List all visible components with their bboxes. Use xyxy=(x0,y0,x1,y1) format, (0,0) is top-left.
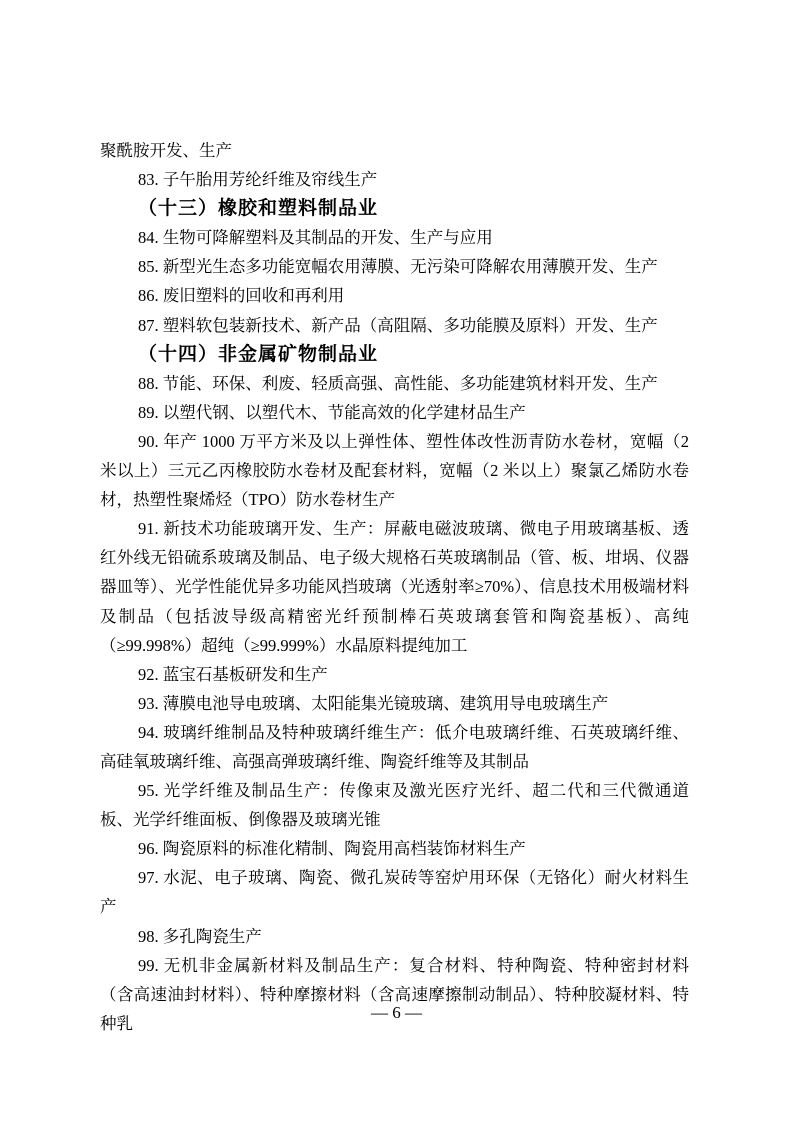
continuation-paragraph: 聚酰胺开发、生产 xyxy=(100,141,232,160)
list-item: 92. 蓝宝石基板研发和生产 xyxy=(138,664,328,684)
document-body xyxy=(100,136,689,1038)
list-item: 88. 节能、环保、利废、轻质高强、高性能、多功能建筑材料开发、生产 xyxy=(138,373,658,393)
list-item: 89. 以塑代钢、以塑代木、节能高效的化学建材品生产 xyxy=(138,402,526,422)
list-item: 84. 生物可降解塑料及其制品的开发、生产与应用 xyxy=(138,228,493,248)
list-item: 85. 新型光生态多功能宽幅农用薄膜、无污染可降解农用薄膜开发、生产 xyxy=(138,257,658,277)
list-item: 93. 薄膜电池导电玻璃、太阳能集光镜玻璃、建筑用导电玻璃生产 xyxy=(138,693,609,713)
list-item: 90. 年产 1000 万平方米及以上弹性体、塑性体改性沥青防水卷材，宽幅（2 米以上）三元乙丙橡胶防水卷材及配套材料，宽幅（2 米以上）聚氯乙烯防水卷材，热塑性聚烯烃（TPO）防水卷材生产 xyxy=(100,431,689,510)
list-item: 97. 水泥、电子玻璃、陶瓷、微孔炭砖等窑炉用环保（无铬化）耐火材料生产 xyxy=(100,868,689,917)
list-item: 94. 玻璃纤维制品及特种玻璃纤维生产：低介电玻璃纤维、石英玻璃纤维、高硅氧玻璃纤维、高强高弹玻璃纤维、陶瓷纤维等及其制品 xyxy=(100,722,689,771)
page-footer xyxy=(0,999,793,1027)
list-item: 99. 无机非金属新材料及制品生产：复合材料、特种陶瓷、特种密封材料（含高速油封材料）、特种摩擦材料（含高速摩擦制动制品）、特种胶凝材料、特种乳 xyxy=(100,955,689,1033)
section-heading: （十四）非金属矿物制品业 xyxy=(138,343,379,365)
page-number: — 6 — xyxy=(371,1003,422,1022)
list-item: 83. 子午胎用芳纶纤维及帘线生产 xyxy=(138,170,378,190)
list-item: 86. 废旧塑料的回收和再利用 xyxy=(138,286,345,306)
list-item: 95. 光学纤维及制品生产：传像束及激光医疗光纤、超二代和三代微通道板、光学纤维面板、倒像器及玻璃光锥 xyxy=(100,781,689,830)
list-item: 87. 塑料软包装新技术、新产品（高阻隔、多功能膜及原料）开发、生产 xyxy=(138,315,658,335)
section-heading: （十三）橡胶和塑料制品业 xyxy=(138,198,379,220)
list-item: 96. 陶瓷原料的标准化精制、陶瓷用高档装饰材料生产 xyxy=(138,839,526,859)
list-item: 91. 新技术功能玻璃开发、生产：屏蔽电磁波玻璃、微电子用玻璃基板、透红外线无铅硫系玻璃及制品、电子级大规格石英玻璃制品（管、板、坩埚、仪器器皿等）、光学性能优异多功能风挡玻璃（光透射率≥70%）、信息技术用极端材料及制品（包括波导级高精密光纤预制棒石英玻璃套管和陶瓷基板）、高纯（≥99.998%）超纯（≥99.999%）水晶原料提纯加工 xyxy=(100,519,689,655)
list-item: 98. 多孔陶瓷生产 xyxy=(138,926,262,946)
